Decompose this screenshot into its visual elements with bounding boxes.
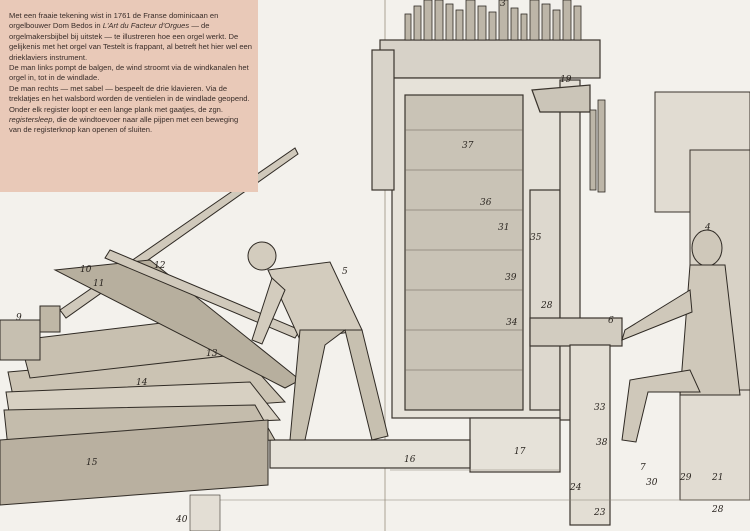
plate-number: 34 xyxy=(506,318,518,328)
plate-number: 21 xyxy=(712,473,724,483)
plate-number: 16 xyxy=(404,455,416,465)
plate-number: 28 xyxy=(541,301,553,311)
plate-number: 38 xyxy=(596,438,608,448)
caption-paragraph-3: De man rechts — met sabel — bespeelt de drie klavieren. Via de treklatjes en het walsbord worden de ventielen in de windlade geopend. xyxy=(9,83,250,104)
caption-paragraph-2: De man links pompt de balgen, de wind stroomt via de windkanalen het orgel in, tot in de windlade. xyxy=(9,63,249,83)
plate-number: 6 xyxy=(608,316,614,326)
plate-number: 37 xyxy=(462,141,474,151)
caption-paragraph-1: Met een fraaie tekening wist in 1761 de Franse dominicaan en orgelbouwer Dom Bedos in L'Art du Facteur d'Orgues — de orgelmakersbijbel bij uitstek — te illustreren hoe een orgel werkt. De gelijkenis met het orgel van Testelt is frappant, al betreft het hier wel een drieklaviers instrument. xyxy=(9,11,252,62)
plate-number: 17 xyxy=(514,447,526,457)
plate-number: 24 xyxy=(570,483,582,493)
plate-number: 40 xyxy=(176,515,188,525)
caption-box xyxy=(0,0,258,192)
plate-number: 15 xyxy=(86,458,98,468)
plate-number: 36 xyxy=(480,198,492,208)
plate-number: 14 xyxy=(136,378,148,388)
plate-number: 35 xyxy=(530,233,542,243)
plate-number: 23 xyxy=(594,508,606,518)
plate-number: 4 xyxy=(705,223,711,233)
plate-number: 30 xyxy=(646,478,658,488)
plate-number: 29 xyxy=(680,473,692,483)
plate-number: 9 xyxy=(16,313,22,323)
plate-number: 39 xyxy=(505,273,517,283)
plate-number: 5 xyxy=(342,267,348,277)
plate-number: 7 xyxy=(640,463,646,473)
plate-number: 10 xyxy=(80,265,92,275)
caption-paragraph-4: Onder elk register loopt er een lange plank met gaatjes, de zgn. registersleep, die de windtoevoer naar alle pijpen met een beweging van de registerknop kan openen of sluiten. xyxy=(9,104,239,135)
plate-number: 19 xyxy=(560,75,572,85)
plate-number: 3 xyxy=(500,0,506,9)
plate-number: 33 xyxy=(594,403,606,413)
plate-number: 12 xyxy=(154,261,166,271)
plate-number: 13 xyxy=(206,349,218,359)
plate-number: 31 xyxy=(498,223,510,233)
plate-number: 28 xyxy=(712,505,724,515)
plate-number: 11 xyxy=(93,279,105,289)
